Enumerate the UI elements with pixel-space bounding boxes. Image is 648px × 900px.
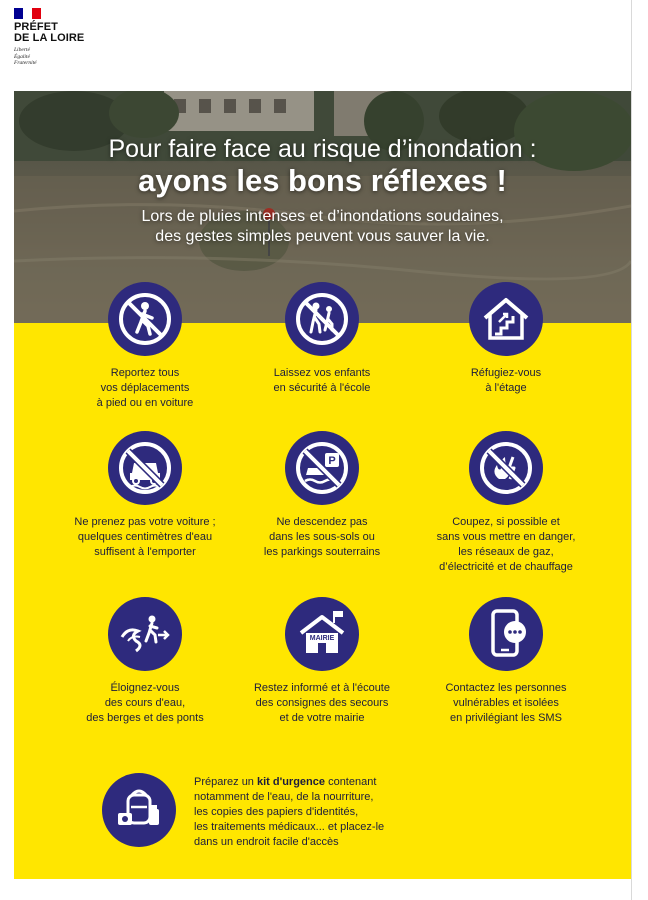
- poster-subtitle-line1: Lors de pluies intenses et d’inondations soudaines,: [141, 208, 504, 225]
- no-walking-icon: [108, 282, 182, 356]
- prefecture-title: PRÉFET DE LA LOIRE: [14, 21, 85, 44]
- reflex-caption: Éloignez-vous des cours d'eau, des berges et des ponts: [86, 682, 204, 724]
- town-hall-icon: [285, 597, 359, 671]
- reflex-item: [230, 282, 414, 396]
- kit-description: Préparez un kit d'urgence contenant notamment de l'eau, de la nourriture, les copies des papiers d'identités, les traitements médicaux... et placez-le dans un endroit facile d'accès: [194, 776, 385, 848]
- prefecture-logo: [14, 8, 84, 67]
- poster-title-line1: Pour faire face au risque d’inondation :: [108, 135, 537, 163]
- town-hall-label: MAIRIE: [309, 635, 335, 642]
- emergency-kit-icon: [102, 773, 176, 847]
- flood-poster: [14, 91, 631, 879]
- reflex-caption: Ne descendez pas dans les sous-sols ou les parkings souterrains: [263, 516, 381, 558]
- no-utilities-icon: [469, 431, 543, 505]
- reflex-caption: Contactez les personnes vulnérables et isolées en privilégiant les SMS: [445, 682, 567, 724]
- reflex-item: [53, 282, 237, 411]
- poster-title-line2: ayons les bons réflexes !: [138, 163, 507, 198]
- poster-subtitle-line2: des gestes simples peuvent vous sauver la vie.: [155, 228, 490, 245]
- reflex-caption: Réfugiez-vous à l'étage: [470, 367, 542, 394]
- house-stairs-icon: [469, 282, 543, 356]
- reflex-caption: Reportez tous vos déplacements à pied ou en voiture: [96, 367, 194, 409]
- reflex-item: [230, 431, 414, 560]
- republic-motto: Liberté Égalité Fraternité: [14, 47, 37, 66]
- reflex-item: [53, 597, 237, 726]
- reflex-item: [230, 597, 414, 726]
- kit-highlight: kit d'urgence: [256, 776, 326, 788]
- reflex-caption: Ne prenez pas votre voiture ; quelques centimètres d'eau suffisent à l'emporter: [74, 516, 216, 558]
- svg-text:P: P: [328, 455, 336, 467]
- reflex-caption: Restez informé et à l'écoute des consignes des secours et de votre mairie: [253, 682, 390, 724]
- reflex-item: [414, 431, 598, 575]
- no-children-icon: [285, 282, 359, 356]
- reflex-item: [53, 431, 237, 560]
- reflex-item: [414, 597, 598, 726]
- phone-message-icon: [469, 597, 543, 671]
- french-flag-icon: [14, 8, 41, 19]
- reflex-caption: Coupez, si possible et sans vous mettre en danger, les réseaux de gaz, d’électricité et de chauffage: [436, 516, 576, 573]
- poster-headline: [14, 135, 631, 247]
- no-parking-icon: [285, 431, 359, 505]
- reflex-item: [414, 282, 598, 396]
- walk-away-river-icon: [108, 597, 182, 671]
- reflex-caption: Laissez vos enfants en sécurité à l'école: [273, 367, 371, 394]
- no-car-icon: [108, 431, 182, 505]
